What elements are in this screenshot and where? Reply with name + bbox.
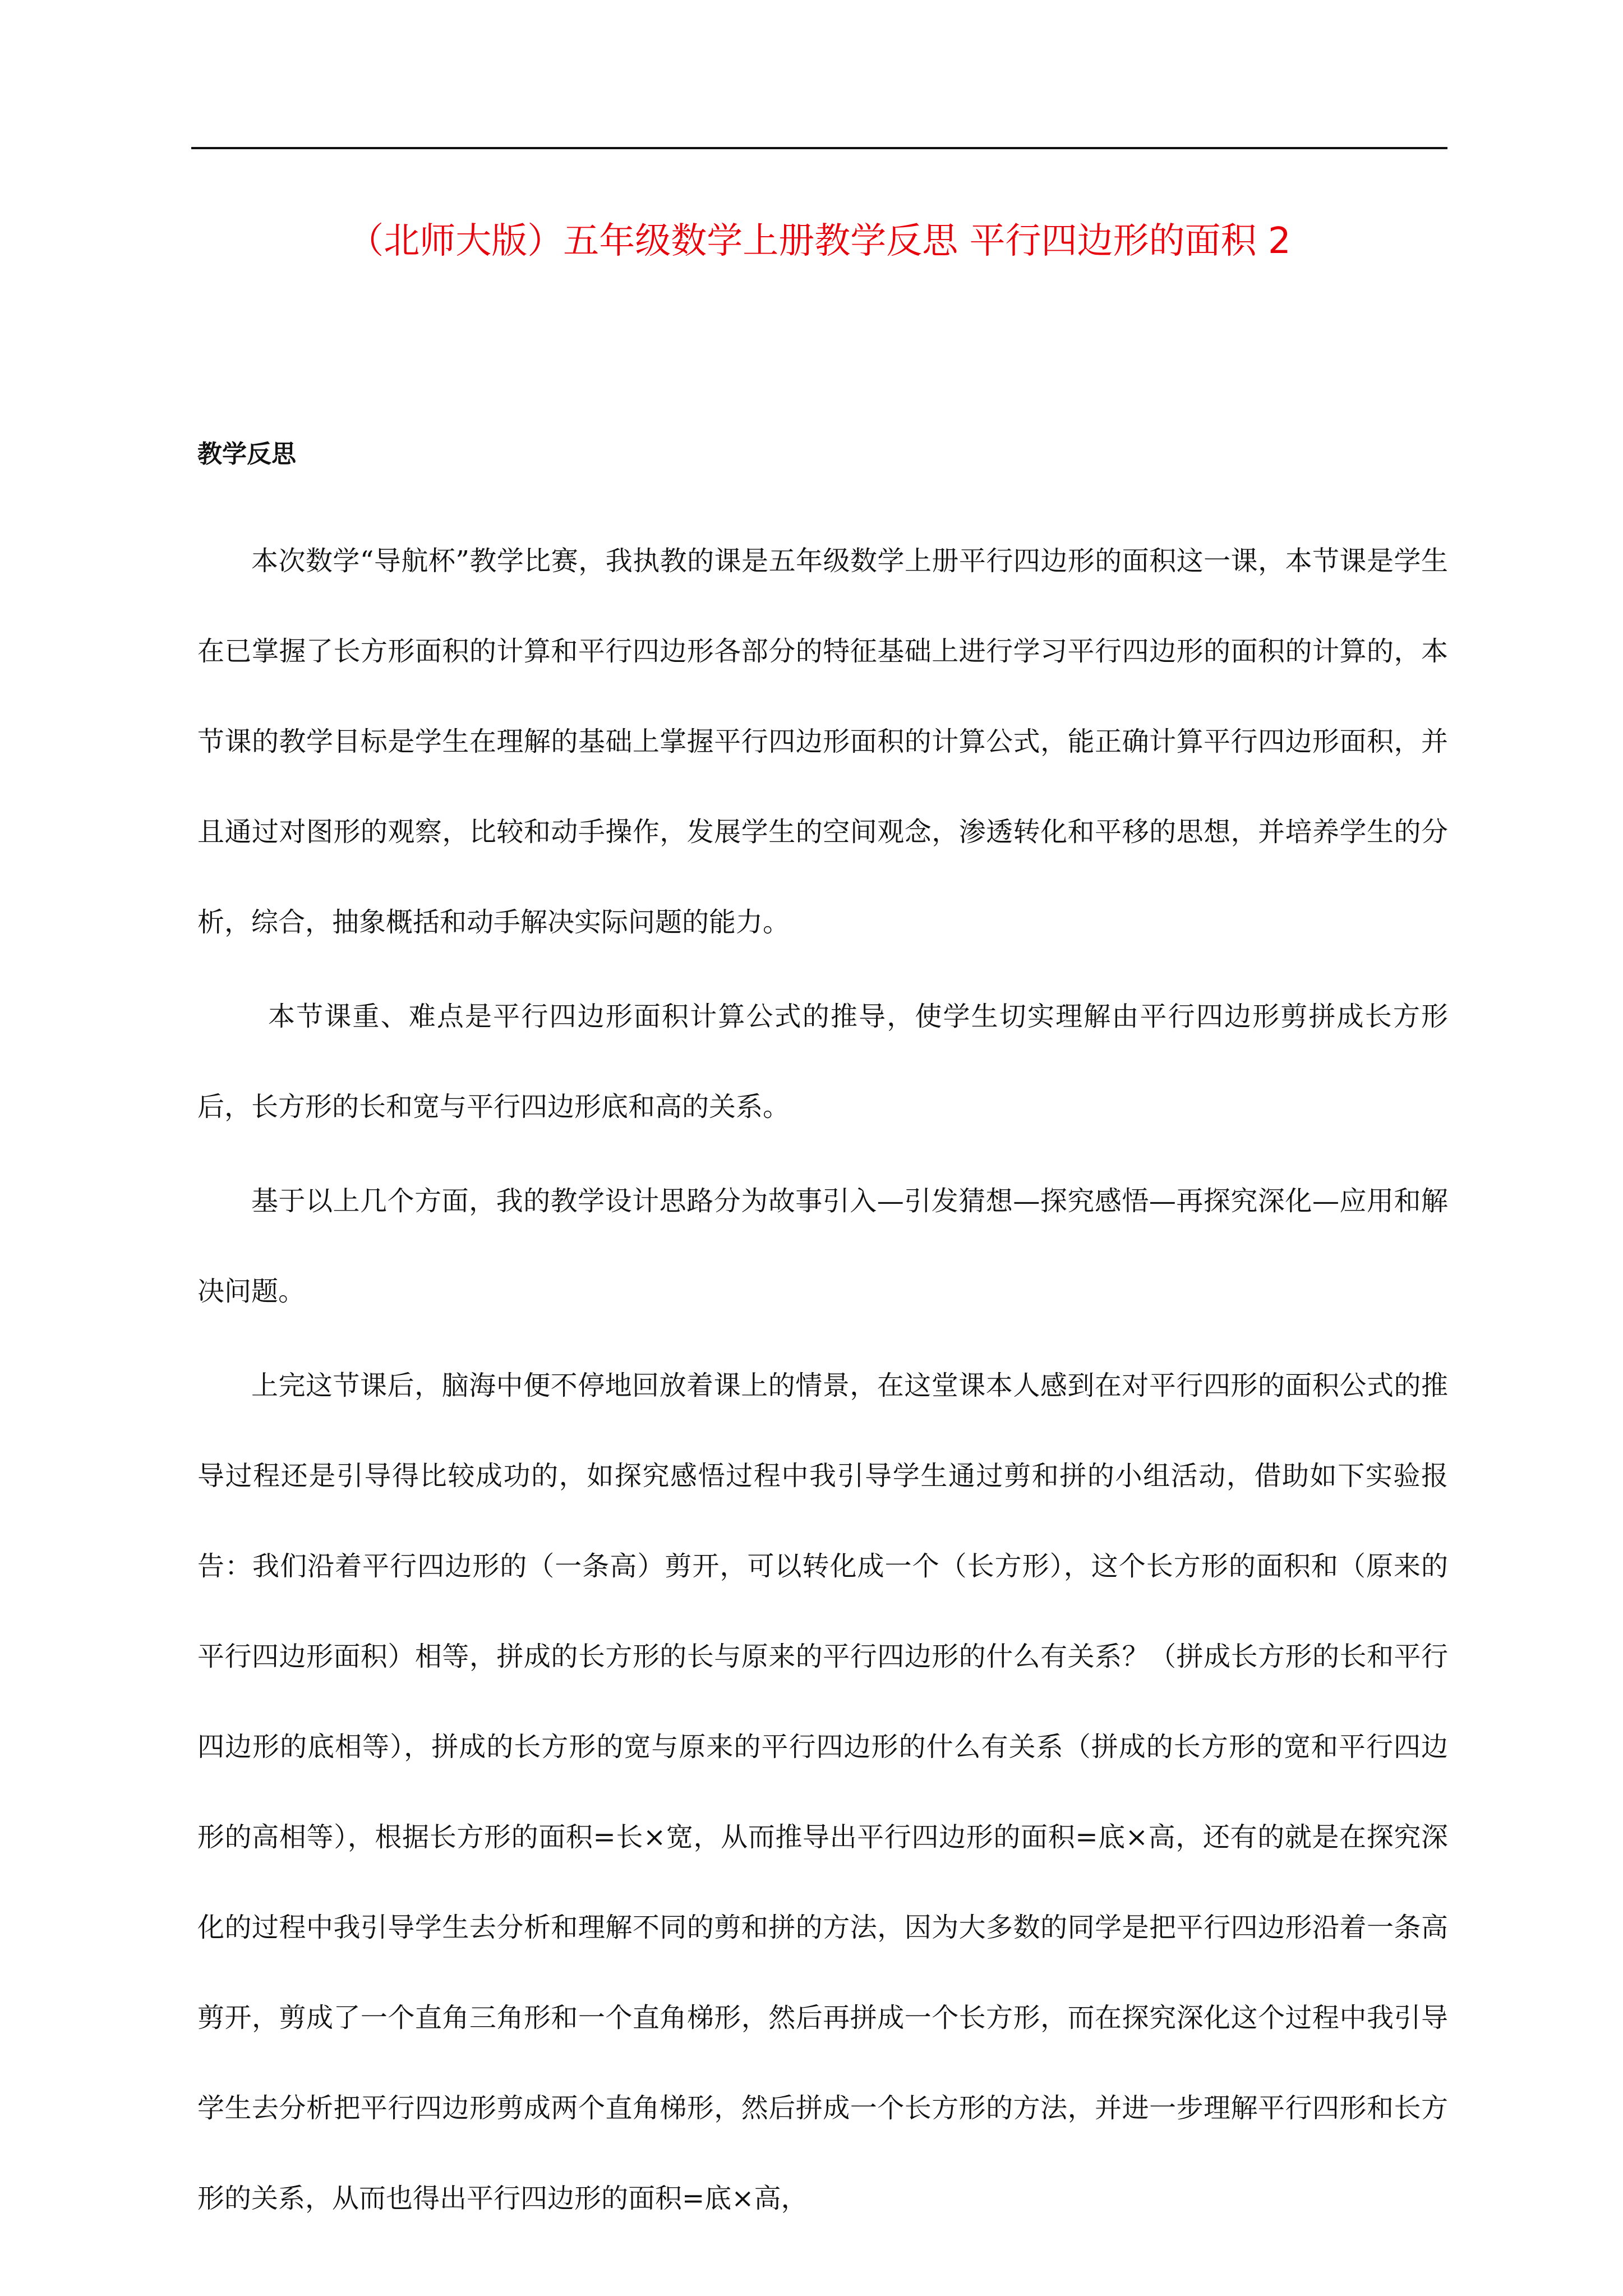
paragraph-2: 本节课重、难点是平行四边形面积计算公式的推导，使学生切实理解由平行四边形剪拼成长方形后，长方形的长和宽与平行四边形底和高的关系。 [197,1001,1448,1122]
paragraph-3: 基于以上几个方面，我的教学设计思路分为故事引入—引发猜想—探究感悟—再探究深化—应用和解决问题。 [197,1185,1448,1307]
document-title: （北师大版）五年级数学上册教学反思 平行四边形的面积 2 [348,220,1291,262]
body-text [197,516,1448,2248]
header-rule [191,147,1447,149]
paragraph-1: 本次数学“导航杯”教学比赛，我执教的课是五年级数学上册平行四边形的面积这一课，本节课是学生在已掌握了长方形面积的计算和平行四边形各部分的特征基础上进行学习平行四边形的面积的计算的，本节课的教学目标是学生在理解的基础上掌握平行四边形面积的计算公式，能正确计算平行四边形面积，并且通过对图形的观察，比较和动手操作，发展学生的空间观念，渗透转化和平移的思想，并培养学生的分析，综合，抽象概括和动手解决实际问题的能力。 [197,545,1448,938]
section-heading: 教学反思 [197,440,296,468]
paragraph-4: 上完这节课后，脑海中便不停地回放着课上的情景，在这堂课本人感到在对平行四形的面积公式的推导过程还是引导得比较成功的，如探究感悟过程中我引导学生通过剪和拼的小组活动，借助如下实验报告：我们沿着平行四边形的（一条高）剪开，可以转化成一个（长方形），这个长方形的面积和（原来的平行四边形面积）相等，拼成的长方形的长与原来的平行四边形的什么有关系？（拼成长方形的长和平行四边形的底相等），拼成的长方形的宽与原来的平行四边形的什么有关系（拼成的长方形的宽和平行四边形的高相等），根据长方形的面积=长×宽，从而推导出平行四边形的面积=底×高，还有的就是在探究深化的过程中我引导学生去分析和理解不同的剪和拼的方法，因为大多数的同学是把平行四边形沿着一条高剪开，剪成了一个直角三角形和一个直角梯形，然后再拼成一个长方形，而在探究深化这个过程中我引导学生去分析把平行四边形剪成两个直角梯形，然后拼成一个长方形的方法，并进一步理解平行四形和长方形的关系，从而也得出平行四边形的面积=底×高， [197,1370,1448,2214]
